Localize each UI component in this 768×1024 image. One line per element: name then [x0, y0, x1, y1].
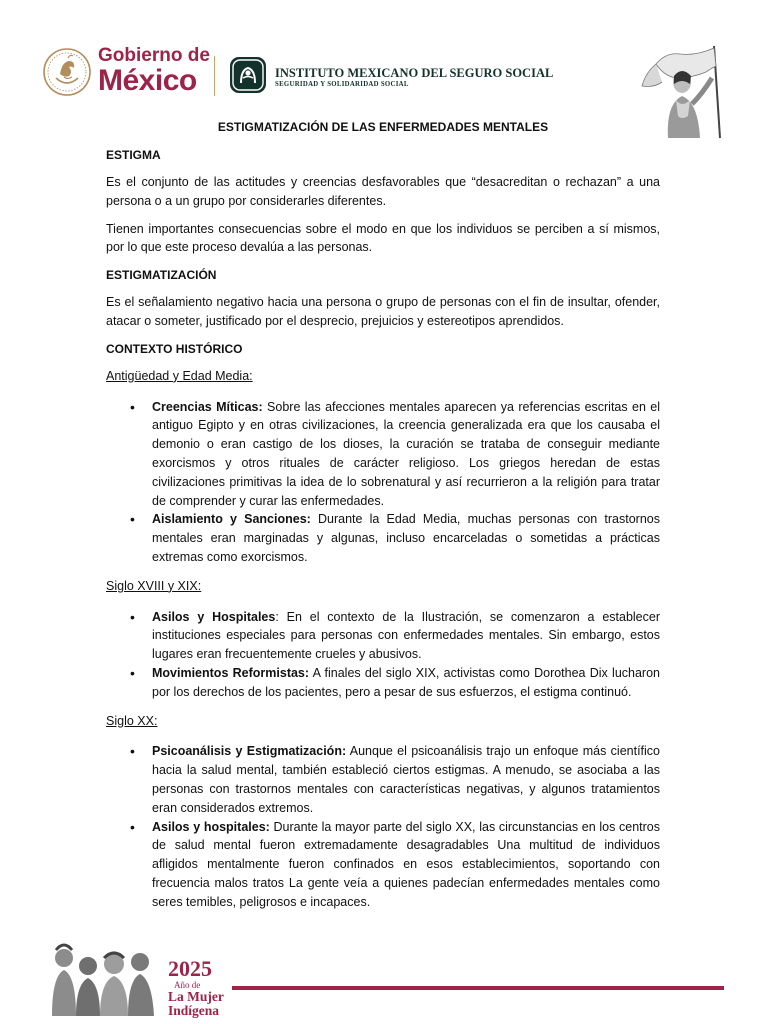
bullet-list-antiguedad — [106, 398, 660, 567]
list-item — [152, 664, 660, 702]
footer-year: 2025 — [168, 956, 212, 981]
gobierno-line2: México — [98, 64, 197, 97]
mexico-coat-of-arms-icon — [42, 44, 92, 100]
bullet-term: Creencias Míticas: — [152, 399, 263, 414]
bullet-term: Movimientos Reformistas: — [152, 665, 310, 680]
paragraph-estigmatizacion-1: Es el señalamiento negativo hacia una persona o grupo de personas con el fin de insultar, ofender, atacar o someter, justificado por el desprecio, prejuicios y estereotipos aprendidos. — [106, 295, 660, 328]
list-item — [152, 510, 660, 566]
paragraph-estigma-1: Es el conjunto de las actitudes y creencias desfavorables que “desacreditan o rechazan” a una persona o a un grupo por considerarles diferentes. — [106, 175, 660, 208]
heading-contexto-historico: CONTEXTO HISTÓRICO — [106, 341, 243, 356]
gobierno-de-mexico-logo — [98, 46, 210, 96]
paragraph-estigma-2: Tienen importantes consecuencias sobre el modo en que los individuos se perciben a sí mismos, por lo que este proceso devalúa a las personas. — [106, 221, 660, 255]
list-item — [152, 608, 660, 664]
bullet-text: Aunque el psicoanálisis trajo un enfoque más científico hacia la salud mental, también estableció ciertos estigmas. A menudo, se asociaba a las personas con trastornos mentales con características negativas, y algunos tratamientos eran considerados extremos. — [152, 744, 660, 815]
header-divider — [214, 56, 215, 96]
list-item — [152, 398, 660, 511]
bullet-list-siglo-xx — [106, 742, 660, 911]
heading-estigma: ESTIGMA — [106, 148, 161, 162]
heading-estigmatizacion: ESTIGMATIZACIÓN — [106, 268, 217, 283]
bullet-term: Aislamiento y Sanciones: — [152, 512, 311, 527]
document-body — [106, 118, 660, 922]
imss-name: INSTITUTO MEXICANO DEL SEGURO SOCIAL — [275, 66, 554, 80]
footer-rule — [232, 986, 724, 990]
imss-slogan: SEGURIDAD Y SOLIDARIDAD SOCIAL — [275, 81, 409, 88]
gobierno-line1: Gobierno de — [98, 45, 210, 66]
bullet-text: Durante la mayor parte del siglo XX, las circunstancias en los centros de salud mental fueron extremadamente desagradables Una multitud de individuos afligidos mentalmente fueron confinados en esos establecimientos, soportando con frecuencia malos tratos La gente veía a quienes padecían enfermedades mentales como seres temibles, peligrosos e incapaces. — [152, 819, 660, 909]
list-item — [152, 742, 660, 817]
imss-logo-icon — [229, 56, 267, 94]
footer-year-name-1: La Mujer — [168, 989, 224, 1004]
list-item — [152, 818, 660, 912]
bullet-list-siglo-xviii-xix — [106, 608, 660, 702]
bullet-text: Durante la Edad Media, muchas personas con trastornos mentales eran marginadas y algunas, incluso encarceladas o sometidas a prácticas extremas como exorcismos. — [152, 512, 660, 564]
bullet-term: Asilos y hospitales: — [152, 819, 270, 834]
footer-year-name-2: Indígena — [168, 1003, 220, 1018]
period-label-siglo-xviii-xix: Siglo XVIII y XIX: — [106, 578, 202, 593]
imss-logo-text — [275, 66, 553, 90]
bullet-text: A finales del siglo XIX, activistas como Dorothea Dix lucharon por los derechos de los pacientes, pero a pesar de sus esfuerzos, el estigma continuó. — [152, 665, 661, 699]
footer-year-sub: Año de — [174, 980, 201, 990]
period-label-siglo-xx: Siglo XX: — [106, 713, 158, 728]
bullet-term: Psicoanálisis y Estigmatización: — [152, 744, 347, 759]
indigenous-women-illustration-icon — [48, 940, 160, 1016]
year-of-indigenous-woman-logo — [168, 958, 228, 1018]
bullet-text: Sobre las afecciones mentales aparecen ya referencias escritas en el antiguo Egipto y en otras civilizaciones, la creencia generalizada era que los causaba el demonio o eran castigo de los dioses, la curación se trataba de conseguir mediante exorcismos y otros rituales de carácter religioso. Los griegos heredan de estas civilizaciones primitivas la idea de lo sobrenatural y así recurrieron a la religión para tratar de comprender y curar las enfermedades. — [152, 399, 660, 508]
bullet-term: Asilos y Hospitales — [152, 609, 276, 624]
period-label-antiguedad: Antigüedad y Edad Media: — [106, 368, 253, 383]
bullet-text: : En el contexto de la Ilustración, se comenzaron a establecer instituciones especiales para personas con enfermedades mentales. Sin embargo, estos lugares eran frecuentemente crueles y abusivos. — [152, 609, 660, 662]
document-title: ESTIGMATIZACIÓN DE LAS ENFERMEDADES MENTALES — [217, 120, 549, 134]
